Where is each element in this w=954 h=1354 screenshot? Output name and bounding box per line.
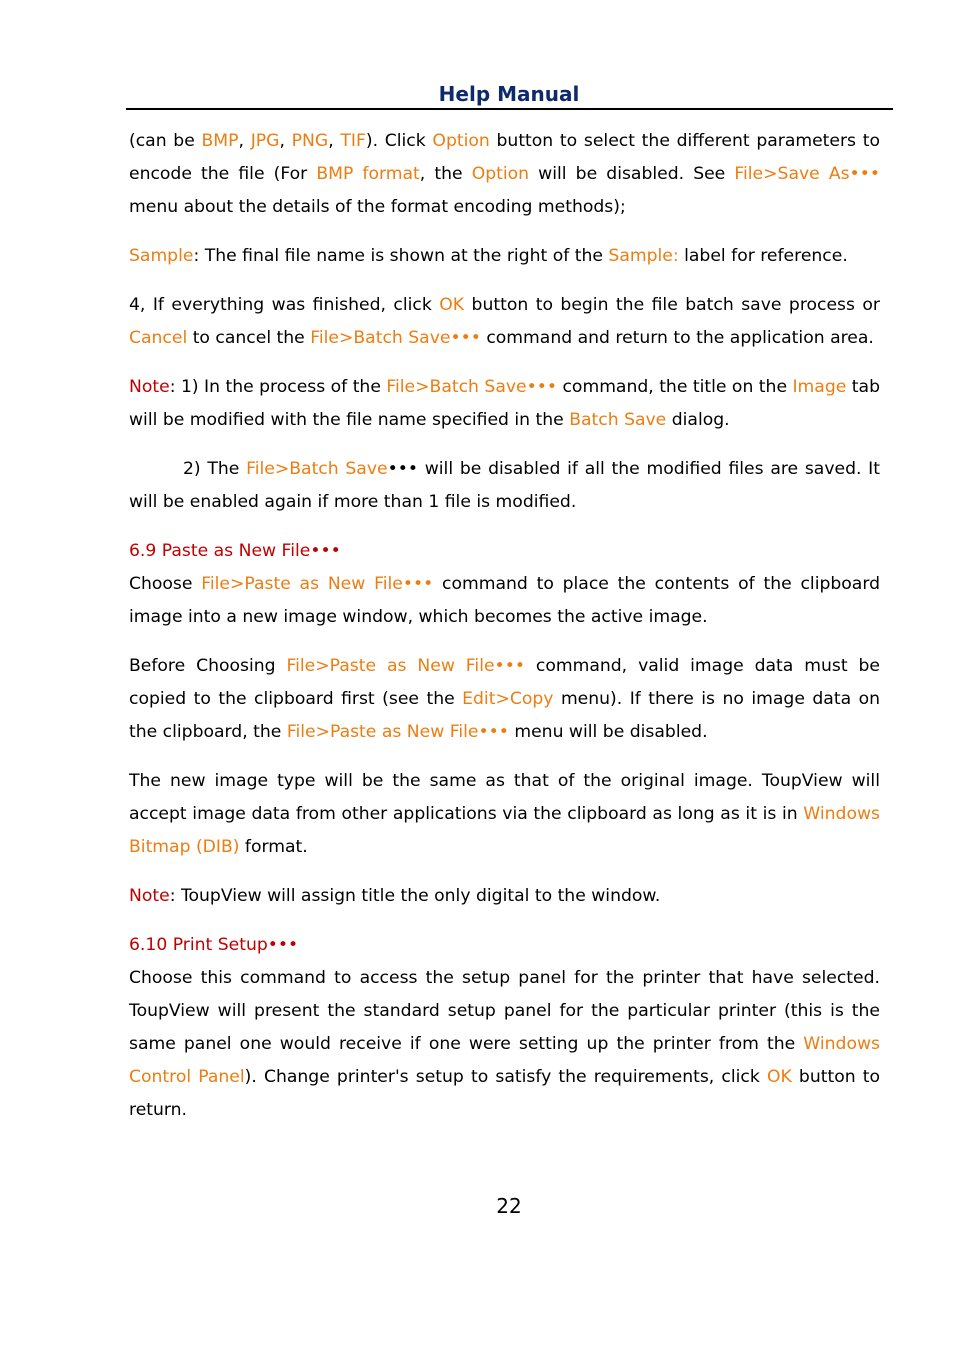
note-label: Note <box>129 377 170 397</box>
term-tif: TIF <box>340 131 366 151</box>
header-divider <box>126 108 893 110</box>
term-image: Image <box>792 377 847 397</box>
paragraph-paste-before: Before Choosing File>Paste as New File••• command, valid image data must be copied to the clipboard first (see the Edit>Copy menu). If there is no image data on the clipboard, the File>Paste as New File••• menu will be disabled. <box>129 656 881 742</box>
term-batch-save: File>Batch Save••• <box>310 328 481 348</box>
document-body <box>129 125 880 1143</box>
section-heading-print-setup: 6.10 Print Setup••• <box>129 935 299 955</box>
paragraph-step-4: 4, If everything was finished, click OK button to begin the file batch save process or Cancel to cancel the File>Batch Save••• command and return to the application area. <box>129 295 880 348</box>
paragraph-paste-choose: Choose File>Paste as New File••• command to place the contents of the clipboard image into a new image window, which becomes the active image. <box>129 574 881 627</box>
term-sample: Sample <box>129 246 194 266</box>
term-batch-save-dialog: Batch Save <box>569 410 667 430</box>
paragraph-note-2: 2) The File>Batch Save••• will be disabled if all the modified files are saved. It will be enabled again if more than 1 file is modified. <box>129 459 880 512</box>
term-jpg: JPG <box>250 131 280 151</box>
paragraph-image-type: The new image type will be the same as that of the original image. ToupView will accept image data from other applications via the clipboard as long as it is in Windows Bitmap (DIB) format. <box>129 771 880 857</box>
term-sample-label: Sample: <box>608 246 679 266</box>
page-number: 22 <box>496 1194 522 1218</box>
term-paste-as-new-file: File>Paste as New File••• <box>286 656 525 676</box>
term-option: Option <box>432 131 490 151</box>
paragraph-print-setup: Choose this command to access the setup panel for the printer that have selected. ToupView will present the standard setup panel for the particular printer (this is the same panel one would receive if one were setting up the printer from the Windows Control Panel). Change printer's setup to satisfy the requirements, click OK button to return. <box>129 968 881 1120</box>
term-paste-as-new-file: File>Paste as New File••• <box>286 722 509 742</box>
page-header-title: Help Manual <box>438 82 580 106</box>
term-edit-copy: Edit>Copy <box>462 689 554 709</box>
term-save-as: File>Save As••• <box>734 164 880 184</box>
term-windows-bitmap: Windows Bitmap (DIB) <box>129 804 880 857</box>
term-batch-save: File>Batch Save <box>246 459 388 479</box>
term-bmp-format: BMP format <box>316 164 420 184</box>
section-heading-paste-as-new-file: 6.9 Paste as New File••• <box>129 541 341 561</box>
paragraph-note-1: Note: 1) In the process of the File>Batch Save••• command, the title on the Image tab will be modified with the file name specified in the Batch Save dialog. <box>129 377 880 430</box>
term-paste-as-new-file: File>Paste as New File••• <box>201 574 434 594</box>
paragraph-note-3: Note: ToupView will assign title the only digital to the window. <box>129 886 661 906</box>
paragraph-format-options: (can be BMP, JPG, PNG, TIF). Click Option button to select the different parameters to encode the file (For BMP format, the Option will be disabled. See File>Save As••• menu about the details of the format encoding methods); <box>129 131 880 217</box>
term-bmp: BMP <box>201 131 239 151</box>
term-batch-save: File>Batch Save••• <box>386 377 558 397</box>
term-png: PNG <box>291 131 329 151</box>
term-option: Option <box>471 164 530 184</box>
paragraph-sample: Sample: The final file name is shown at the right of the Sample: label for reference. <box>129 246 848 266</box>
note-label: Note <box>129 886 170 906</box>
term-ok: OK <box>439 295 465 315</box>
term-cancel: Cancel <box>129 328 188 348</box>
term-windows-control-panel: Windows Control Panel <box>129 1034 880 1087</box>
term-ok: OK <box>766 1067 792 1087</box>
